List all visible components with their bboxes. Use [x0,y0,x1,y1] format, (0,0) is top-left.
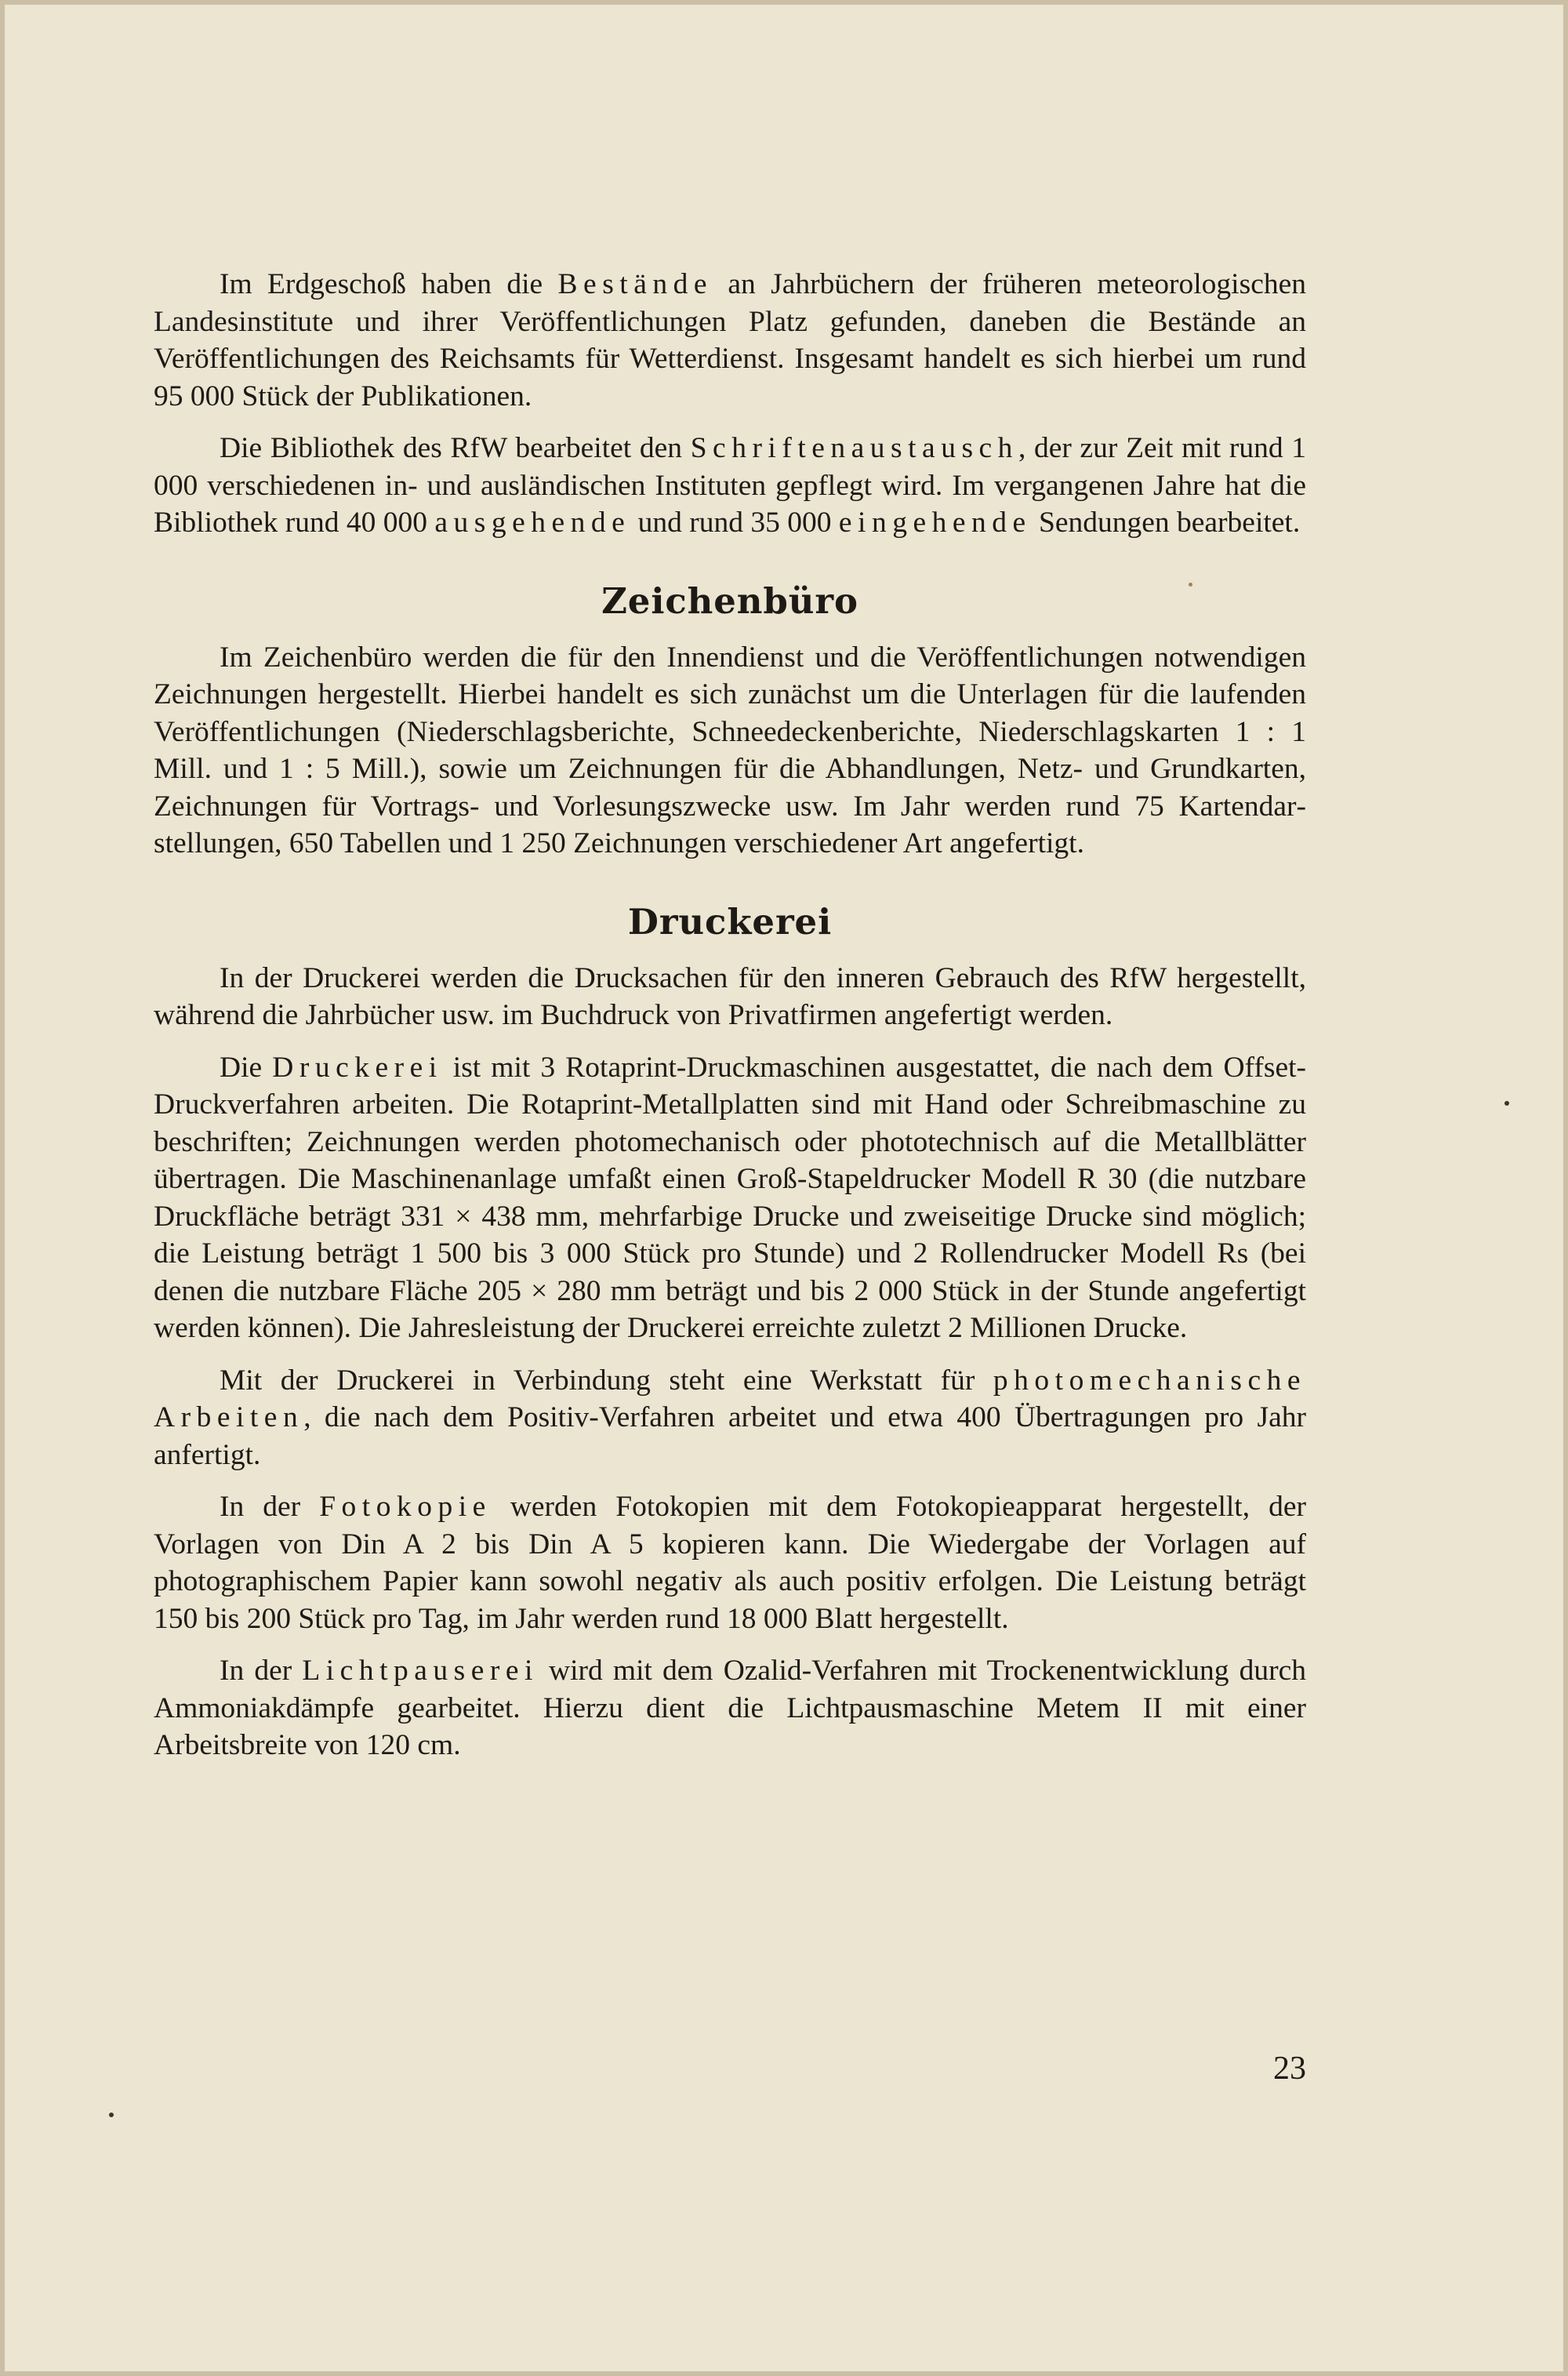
spaced-emphasis: Fotokopie [319,1491,492,1523]
section-heading-zeichenbuero: Zeichenbüro [601,579,858,622]
section-heading-druckerei: Druckerei [627,900,833,943]
page-number: 23 [1273,2051,1306,2087]
paragraph: Im Erdgeschoß haben die Bestände an Jahrbüchern der früheren meteorologischen Landesinstitute und ihrer Veröffentlichungen Platz gefunden, daneben die Bestände an Veröffentlichungen des Reichsamts für Wetterdienst. Insgesamt handelt es sich hierbei um rund 95 000 Stück der Publikationen. [154,268,1306,412]
paragraph: Die Druckerei ist mit 3 Rotaprint-Druckmaschinen ausgestattet, die nach dem Offset-Druckverfahren arbeiten. Die Rotaprint-Metallplatten sind mit Hand oder Schreibmaschine zu beschriften; Zeichnungen werden photomechanisch oder phototechnisch auf die Metallblätter übertragen. Die Maschinenanlage umfaßt einen Groß-Stapeldrucker Modell R 30 (die nutzbare Druckfläche beträgt 331 × 438 mm, mehrfarbige Drucke und zweiseitige Drucke sind möglich; die Leistung beträgt 1 500 bis 3 000 Stück pro Stunde) und 2 Rollendrucker Modell Rs (bei denen die nutzbare Fläche 205 × 280 mm beträgt und bis 2 000 Stück in der Stunde angefertigt werden können). Die Jahresleistung der Druckerei erreichte zuletzt 2 Millionen Drucke. [154,1051,1306,1344]
spaced-emphasis: eingehende [838,507,1032,539]
paragraph: In der Lichtpauserei wird mit dem Ozalid-Verfahren mit Trockenentwicklung durch Ammoniakdämpfe gearbeitet. Hierzu dient die Lichtpausmaschine Metem II mit einer Arbeitsbreite von 120 cm. [154,1655,1307,1761]
spaced-emphasis: photomechanische Arbeiten [154,1364,1306,1433]
print-speck [109,2113,114,2117]
spaced-emphasis: ausgehende [434,507,631,539]
print-speck [1189,583,1192,587]
spaced-emphasis: Druckerei [272,1051,443,1084]
spaced-emphasis: Bestände [557,268,713,300]
paragraph: In der Druckerei werden die Drucksachen für den inneren Gebrauch des RfW hergestellt, während die Jahrbücher usw. im Buchdruck von Privatfirmen angefertigt werden. [154,961,1306,1031]
print-speck [1504,1101,1509,1106]
paragraph: In der Fotokopie werden Fotokopien mit dem Fotokopieapparat hergestellt, der Vorlagen von Din A 2 bis Din A 5 kopieren kann. Die Wiedergabe der Vorlagen auf photographischem Papier kann sowohl negativ als auch positiv erfolgen. Die Leistung beträgt 150 bis 200 Stück pro Tag, im Jahr werden rund 18 000 Blatt hergestellt. [154,1491,1306,1635]
paragraph: Die Bibliothek des RfW bearbeitet den Schriftenaustausch, der zur Zeit mit rund 1 000 verschiedenen in- und ausländischen Instituten gepflegt wird. Im vergangenen Jahre hat die Bibliothek rund 40 000 ausgehende und rund 35 000 eingehende Sendungen bearbeitet. [154,432,1306,539]
paragraph: Im Zeichenbüro werden die für den Innendienst und die Veröffentlichungen notwendigen Zeichnungen hergestellt. Hierbei handelt es sich zunächst um die Unterlagen für die laufenden Veröffentlichungen (Niederschlagsberichte, Schneedeckenberichte, Niederschlagskarten 1 : 1 Mill. und 1 : 5 Mill.), sowie um Zeichnungen für die Abhandlungen, Netz- und Grundkarten, Zeichnungen für Vortrags- und Vorlesungszwecke usw. Im Jahr werden rund 75 Kartendarstellungen, 650 Tabellen und 1 250 Zeichnungen verschiedener Art angefertigt. [154,641,1306,859]
page-body [154,266,1306,1779]
spaced-emphasis: Schriftenaustausch [690,432,1018,464]
spaced-emphasis: Lichtpauserei [302,1655,539,1687]
paragraph: Mit der Druckerei in Verbindung steht eine Werkstatt für photomechanische Arbeiten, die nach dem Positiv-Verfahren arbeitet und etwa 400 Übertragungen pro Jahr anfertigt. [154,1364,1306,1471]
